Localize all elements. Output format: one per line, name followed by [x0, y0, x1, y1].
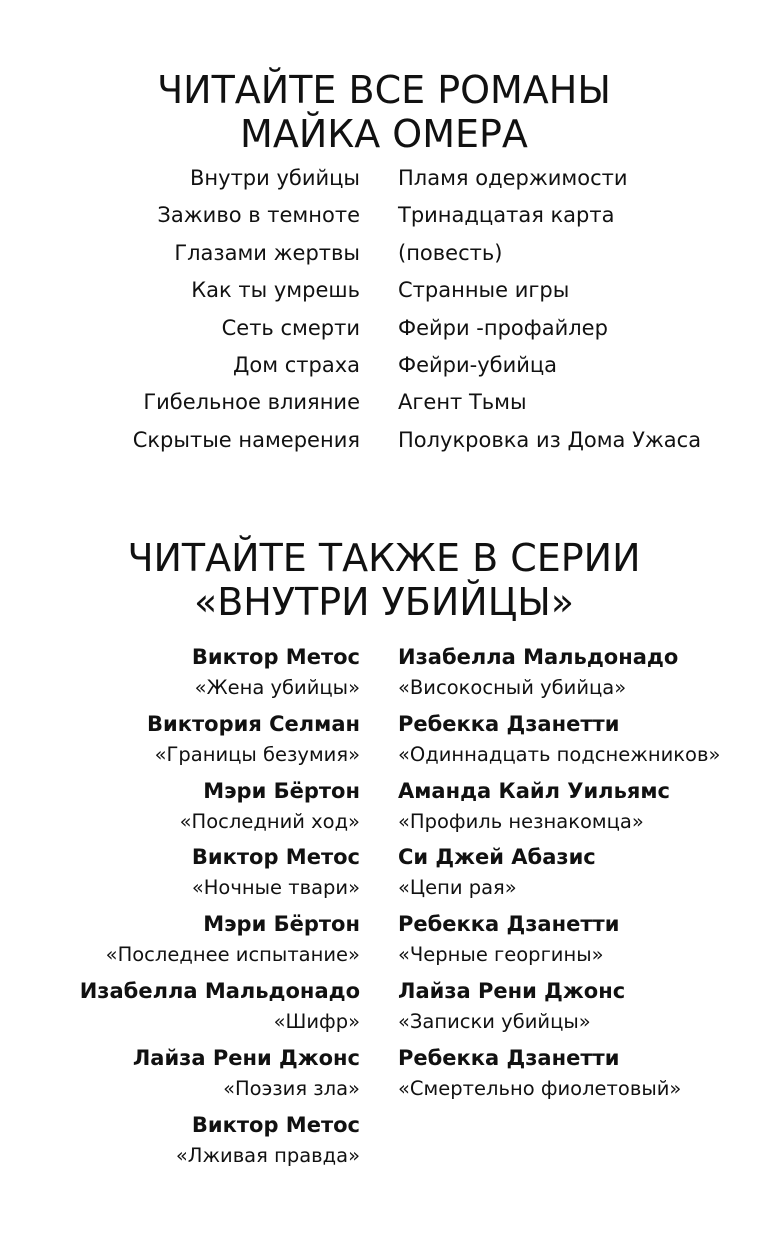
- series-author: Си Джей Абазис: [398, 845, 596, 870]
- series-author: Виктор Метос: [191, 645, 360, 669]
- series-author: Ребекка Дзанетти: [398, 912, 620, 937]
- novel-title: Агент Тьмы: [398, 390, 527, 415]
- series-author: Изабелла Мальдонадо: [398, 645, 679, 669]
- series-list-left: [80, 641, 360, 1175]
- series-book-title: «Одиннадцать подснежников»: [398, 742, 721, 766]
- series-author: Изабелла Мальдонадо: [79, 978, 360, 1003]
- series-entry: [80, 841, 360, 908]
- novels-list-right: [398, 160, 701, 459]
- series-entry: [80, 775, 360, 842]
- series-book-title: «Цепи рая»: [398, 876, 517, 900]
- series-entry: [80, 1109, 360, 1176]
- series-entry: [80, 1042, 360, 1109]
- series-entry: [80, 975, 360, 1042]
- series-author: Ребекка Дзанетти: [398, 1045, 620, 1070]
- series-heading: [0, 536, 768, 624]
- series-book-title: «Високосный убийца»: [398, 676, 627, 699]
- series-entry: [80, 908, 360, 975]
- series-book-title: «Черные георгины»: [398, 943, 604, 967]
- series-author: Виктор Метос: [191, 1112, 360, 1137]
- series-author: Лайза Рени Джонс: [398, 978, 626, 1003]
- novel-title: Фейри-убийца: [398, 352, 558, 377]
- series-entry: [398, 775, 720, 842]
- novel-title: (повесть): [398, 240, 503, 265]
- novel-title: Дом страха: [232, 352, 360, 377]
- novel-title: Глазами жертвы: [174, 240, 360, 265]
- series-book-title: «Жена убийцы»: [194, 676, 360, 699]
- series-heading-line2: «ВНУТРИ УБИЙЦЫ»: [193, 580, 575, 624]
- series-book-title: «Последний ход»: [179, 809, 360, 833]
- series-entry: [398, 641, 720, 708]
- novel-title: Тринадцатая карта: [398, 203, 615, 228]
- series-author: Лайза Рени Джонс: [132, 1045, 360, 1070]
- series-entry: [398, 708, 720, 775]
- series-entry: [398, 841, 720, 908]
- series-heading-line1: ЧИТАЙТЕ ТАКЖЕ В СЕРИИ: [127, 536, 641, 580]
- series-author: Ребекка Дзанетти: [398, 711, 620, 736]
- series-book-title: «Профиль незнакомца»: [398, 809, 644, 833]
- all-novels-heading-line1: ЧИТАЙТЕ ВСЕ РОМАНЫ: [157, 68, 611, 112]
- series-author: Виктор Метос: [191, 845, 360, 870]
- series-book-title: «Смертельно фиолетовый»: [398, 1076, 682, 1100]
- series-book-title: «Шифр»: [273, 1009, 360, 1033]
- series-author: Виктория Селман: [147, 711, 360, 736]
- novel-title: Фейри -профайлер: [398, 315, 608, 340]
- novels-list-left: [133, 160, 360, 459]
- series-author: Мэри Бёртон: [203, 778, 360, 803]
- series-entry: [80, 708, 360, 775]
- novel-title: Скрытые намерения: [132, 427, 360, 452]
- series-book-title: «Последнее испытание»: [105, 943, 360, 967]
- series-list-right: [398, 641, 720, 1109]
- series-entry: [80, 641, 360, 708]
- all-novels-heading-line2: МАЙКА ОМЕРА: [240, 112, 528, 156]
- series-entry: [398, 908, 720, 975]
- novel-title: Как ты умрешь: [191, 278, 360, 303]
- novel-title: Пламя одержимости: [398, 166, 628, 190]
- series-book-title: «Границы безумия»: [154, 742, 360, 766]
- series-book-title: «Поэзия зла»: [223, 1076, 360, 1100]
- novel-title: Полукровка из Дома Ужаса: [398, 427, 702, 452]
- series-book-title: «Ночные твари»: [191, 876, 360, 900]
- series-author: Аманда Кайл Уильямс: [398, 778, 670, 803]
- series-book-title: «Лживая правда»: [175, 1143, 360, 1167]
- novel-title: Заживо в темноте: [157, 203, 360, 228]
- series-book-title: «Записки убийцы»: [398, 1009, 591, 1033]
- all-novels-heading: [0, 68, 768, 156]
- series-author: Мэри Бёртон: [203, 912, 360, 937]
- novel-title: Гибельное влияние: [143, 390, 360, 415]
- novel-title: Внутри убийцы: [190, 166, 360, 190]
- novel-title: Странные игры: [398, 278, 570, 303]
- series-entry: [398, 1042, 720, 1109]
- novel-title: Сеть смерти: [221, 315, 360, 340]
- series-entry: [398, 975, 720, 1042]
